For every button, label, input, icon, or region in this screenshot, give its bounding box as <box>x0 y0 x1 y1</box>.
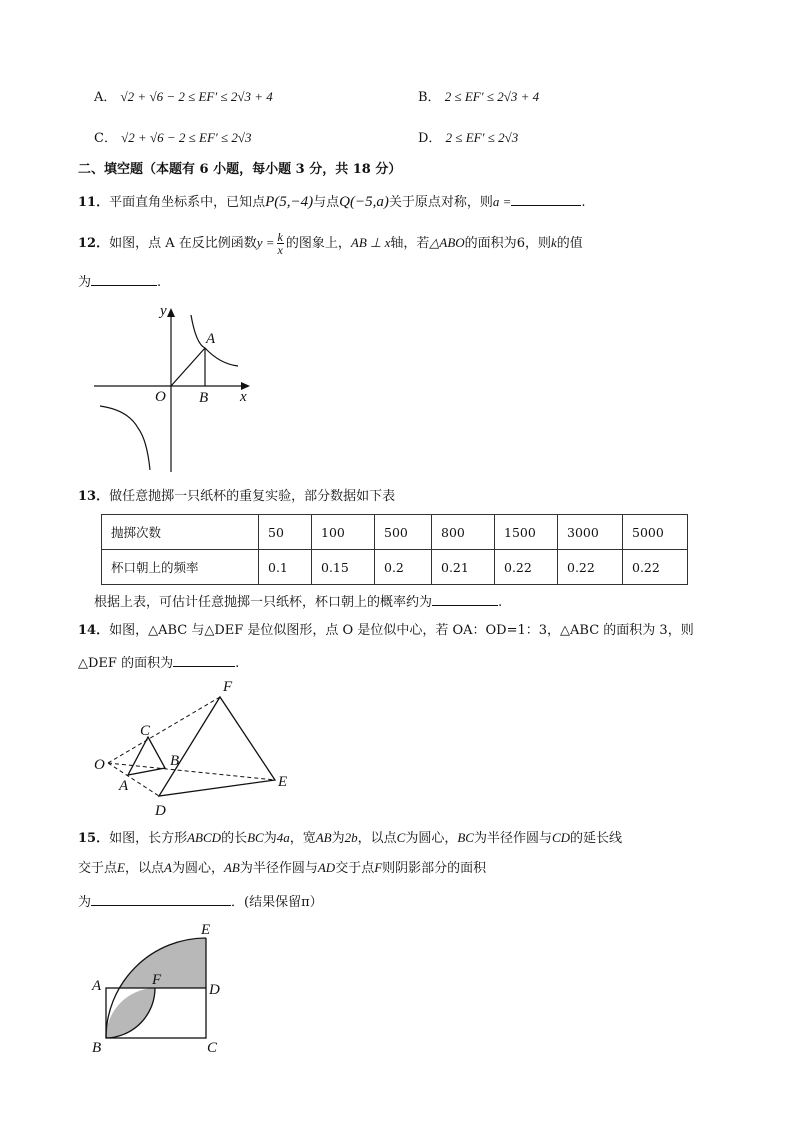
q11-var-a: a = <box>492 194 512 209</box>
label-b: B <box>199 390 209 406</box>
q12-text-5: ，则 <box>524 236 551 251</box>
q10-option-c <box>94 129 252 148</box>
table-cell: 0.21 <box>432 550 495 585</box>
q15-text: ，以点 <box>357 831 397 846</box>
label-a: A <box>119 778 129 794</box>
q15-text: 如图，长方形 <box>109 831 188 846</box>
q14-line2-text: △DEF 的面积为 <box>78 656 174 671</box>
q15-var: C <box>396 830 406 845</box>
q11-number: 11． <box>78 195 110 210</box>
q15-var: 2b <box>344 830 358 845</box>
y-axis-arrow <box>167 308 175 317</box>
question-13 <box>78 488 395 506</box>
q10-option-d <box>418 129 518 148</box>
option-d-label: D． <box>418 131 442 146</box>
q15-var: BC <box>247 830 264 845</box>
q14-number: 14． <box>78 623 110 638</box>
table-cell: 5000 <box>623 515 688 550</box>
table-row <box>102 515 688 550</box>
label-a: A <box>206 331 216 347</box>
segment-oa <box>171 348 205 386</box>
figure-15-rectangle-arcs <box>88 918 238 1063</box>
q12-text-4: 的面积为 <box>464 236 517 251</box>
q11-point-q: Q(−5,a) <box>339 194 389 210</box>
q11-text-2: 与点 <box>313 195 340 210</box>
q12-text-6: 的值 <box>556 236 583 251</box>
q11-point-p: P(5,−4) <box>265 194 314 210</box>
q15-var: BC <box>457 830 474 845</box>
option-b-expr: 2 ≤ EF′ ≤ 2√3 + 4 <box>444 89 540 104</box>
table-cell: 800 <box>432 515 495 550</box>
q15-var: E <box>117 860 125 875</box>
q12-text-1: 如图，点 A 在反比例函数 <box>109 236 257 251</box>
table-cell: 0.22 <box>623 550 688 585</box>
q15-var: AD <box>317 860 336 875</box>
q12-six: 6 <box>516 236 525 251</box>
option-b-label: B． <box>418 90 441 105</box>
q10-option-a <box>94 88 273 107</box>
hyperbola-branch-3 <box>100 406 150 470</box>
q15-var: ABCD <box>187 830 222 845</box>
table-cell: 抛掷次数 <box>102 515 259 550</box>
triangle-abc <box>128 737 165 775</box>
q12-k: k <box>550 235 557 250</box>
q15-text: 为 <box>78 895 92 910</box>
table-cell: 0.15 <box>312 550 375 585</box>
q15-text: ，以点 <box>124 861 164 876</box>
fraction-denominator: x <box>277 243 283 257</box>
q15-text: 的延长线 <box>570 831 623 846</box>
q15-text: 的长 <box>221 831 248 846</box>
q15-text: 为半径作圆与 <box>473 831 552 846</box>
question-15 <box>78 829 622 848</box>
q14-end: . <box>235 656 240 671</box>
table-cell: 0.1 <box>259 550 312 585</box>
q15-text: 交于点 <box>78 861 118 876</box>
figure-14-homothety <box>88 675 298 825</box>
label-d: D <box>155 803 166 819</box>
ray-of <box>108 697 220 763</box>
q15-text: 则阴影部分的面积 <box>382 861 487 876</box>
label-b: B <box>92 1040 102 1056</box>
q15-text: 为半径作圆与 <box>239 861 318 876</box>
q12-line2-text: 为 <box>78 275 92 290</box>
label-f: F <box>152 972 162 988</box>
q11-text-1: 平面直角坐标系中，已知点 <box>109 195 266 210</box>
question-11 <box>78 191 586 212</box>
label-o: O <box>155 389 166 405</box>
fraction-numerator: k <box>277 230 283 244</box>
q11-end: . <box>581 195 586 210</box>
question-13-after <box>94 591 502 612</box>
q15-var: CD <box>551 830 571 845</box>
q15-var: F <box>374 860 383 875</box>
q15-text: 为 <box>263 831 277 846</box>
table-cell: 0.22 <box>495 550 558 585</box>
table-cell: 50 <box>259 515 312 550</box>
label-x: x <box>240 389 247 405</box>
q13-number: 13． <box>78 489 110 504</box>
option-a-expr: √2 + √6 − 2 ≤ EF′ ≤ 2√3 + 4 <box>120 89 273 104</box>
q13-text: 做任意抛掷一只纸杯的重复实验，部分数据如下表 <box>109 489 396 504</box>
question-15-line2 <box>78 859 486 878</box>
table-cell: 杯口朝上的频率 <box>102 550 259 585</box>
option-c-label: C． <box>94 131 117 146</box>
label-o: O <box>94 757 105 773</box>
q12-triangle: △ABO <box>429 235 465 250</box>
q15-var: AB <box>315 830 332 845</box>
question-15-line3 <box>78 891 323 912</box>
label-e: E <box>278 774 288 790</box>
q11-text-3: 关于原点对称，则 <box>388 195 493 210</box>
question-14 <box>78 622 694 640</box>
label-e: E <box>201 922 211 938</box>
table-cell: 500 <box>375 515 432 550</box>
question-12 <box>78 231 583 256</box>
ray-od <box>108 763 159 796</box>
option-a-label: A． <box>94 90 117 105</box>
q15-var: 4a <box>276 830 290 845</box>
q15-number: 15． <box>78 831 110 846</box>
table-cell: 1500 <box>495 515 558 550</box>
q12-number: 12． <box>78 236 110 251</box>
option-d-expr: 2 ≤ EF′ ≤ 2√3 <box>445 130 519 145</box>
q15-text: 为 <box>331 831 345 846</box>
q12-ab-perp: AB ⊥ x <box>350 235 391 250</box>
q12-text-3: 轴，若 <box>390 236 430 251</box>
q10-option-b <box>418 88 539 107</box>
table-row <box>102 550 688 585</box>
q13-after-text: 根据上表，可估计任意抛掷一只纸杯，杯口朝上的概率约为 <box>94 595 433 610</box>
label-f: F <box>223 679 233 695</box>
q12-end: . <box>157 275 162 290</box>
q12-text-2: 的图象上， <box>285 236 351 251</box>
q15-text: 交于点 <box>335 861 375 876</box>
q15-var: AB <box>223 860 240 875</box>
label-c: C <box>207 1040 218 1056</box>
q14-answer-blank[interactable] <box>173 652 235 667</box>
question-14-line2 <box>78 652 239 673</box>
q11-answer-blank[interactable] <box>511 191 581 206</box>
q13-end: . <box>498 595 503 610</box>
q15-text: 为圆心， <box>171 861 224 876</box>
q15-var: A <box>163 860 172 875</box>
triangle-def <box>159 697 275 796</box>
q15-text: ，宽 <box>289 831 316 846</box>
question-12-line2 <box>78 271 161 292</box>
table-cell: 3000 <box>558 515 623 550</box>
q15-text: 为圆心， <box>405 831 458 846</box>
table-cell: 0.22 <box>558 550 623 585</box>
q12-answer-blank[interactable] <box>91 271 157 286</box>
q14-text: 如图，△ABC 与△DEF 是位似图形，点 O 是位似中心，若 OA：OD=1：3，△ABC 的面积为 3，则 <box>109 623 694 638</box>
option-c-expr: √2 + √6 − 2 ≤ EF′ ≤ 2√3 <box>121 130 252 145</box>
q15-answer-blank[interactable] <box>91 891 231 906</box>
label-c: C <box>140 723 151 739</box>
figure-12-graph <box>88 300 263 478</box>
q13-answer-blank[interactable] <box>432 591 498 606</box>
label-d: D <box>209 982 220 998</box>
label-y: y <box>160 303 167 319</box>
table-cell: 0.2 <box>375 550 432 585</box>
label-b: B <box>170 753 180 769</box>
section-heading: 二、填空题（本题有 6 小题，每小题 3 分，共 18 分） <box>78 162 402 177</box>
label-a: A <box>92 978 102 994</box>
frequency-table <box>101 514 688 585</box>
q12-y-eq: y = <box>256 235 275 250</box>
table-cell: 100 <box>312 515 375 550</box>
q15-text: ．(结果保留π） <box>231 895 323 910</box>
q12-fraction <box>277 231 284 256</box>
